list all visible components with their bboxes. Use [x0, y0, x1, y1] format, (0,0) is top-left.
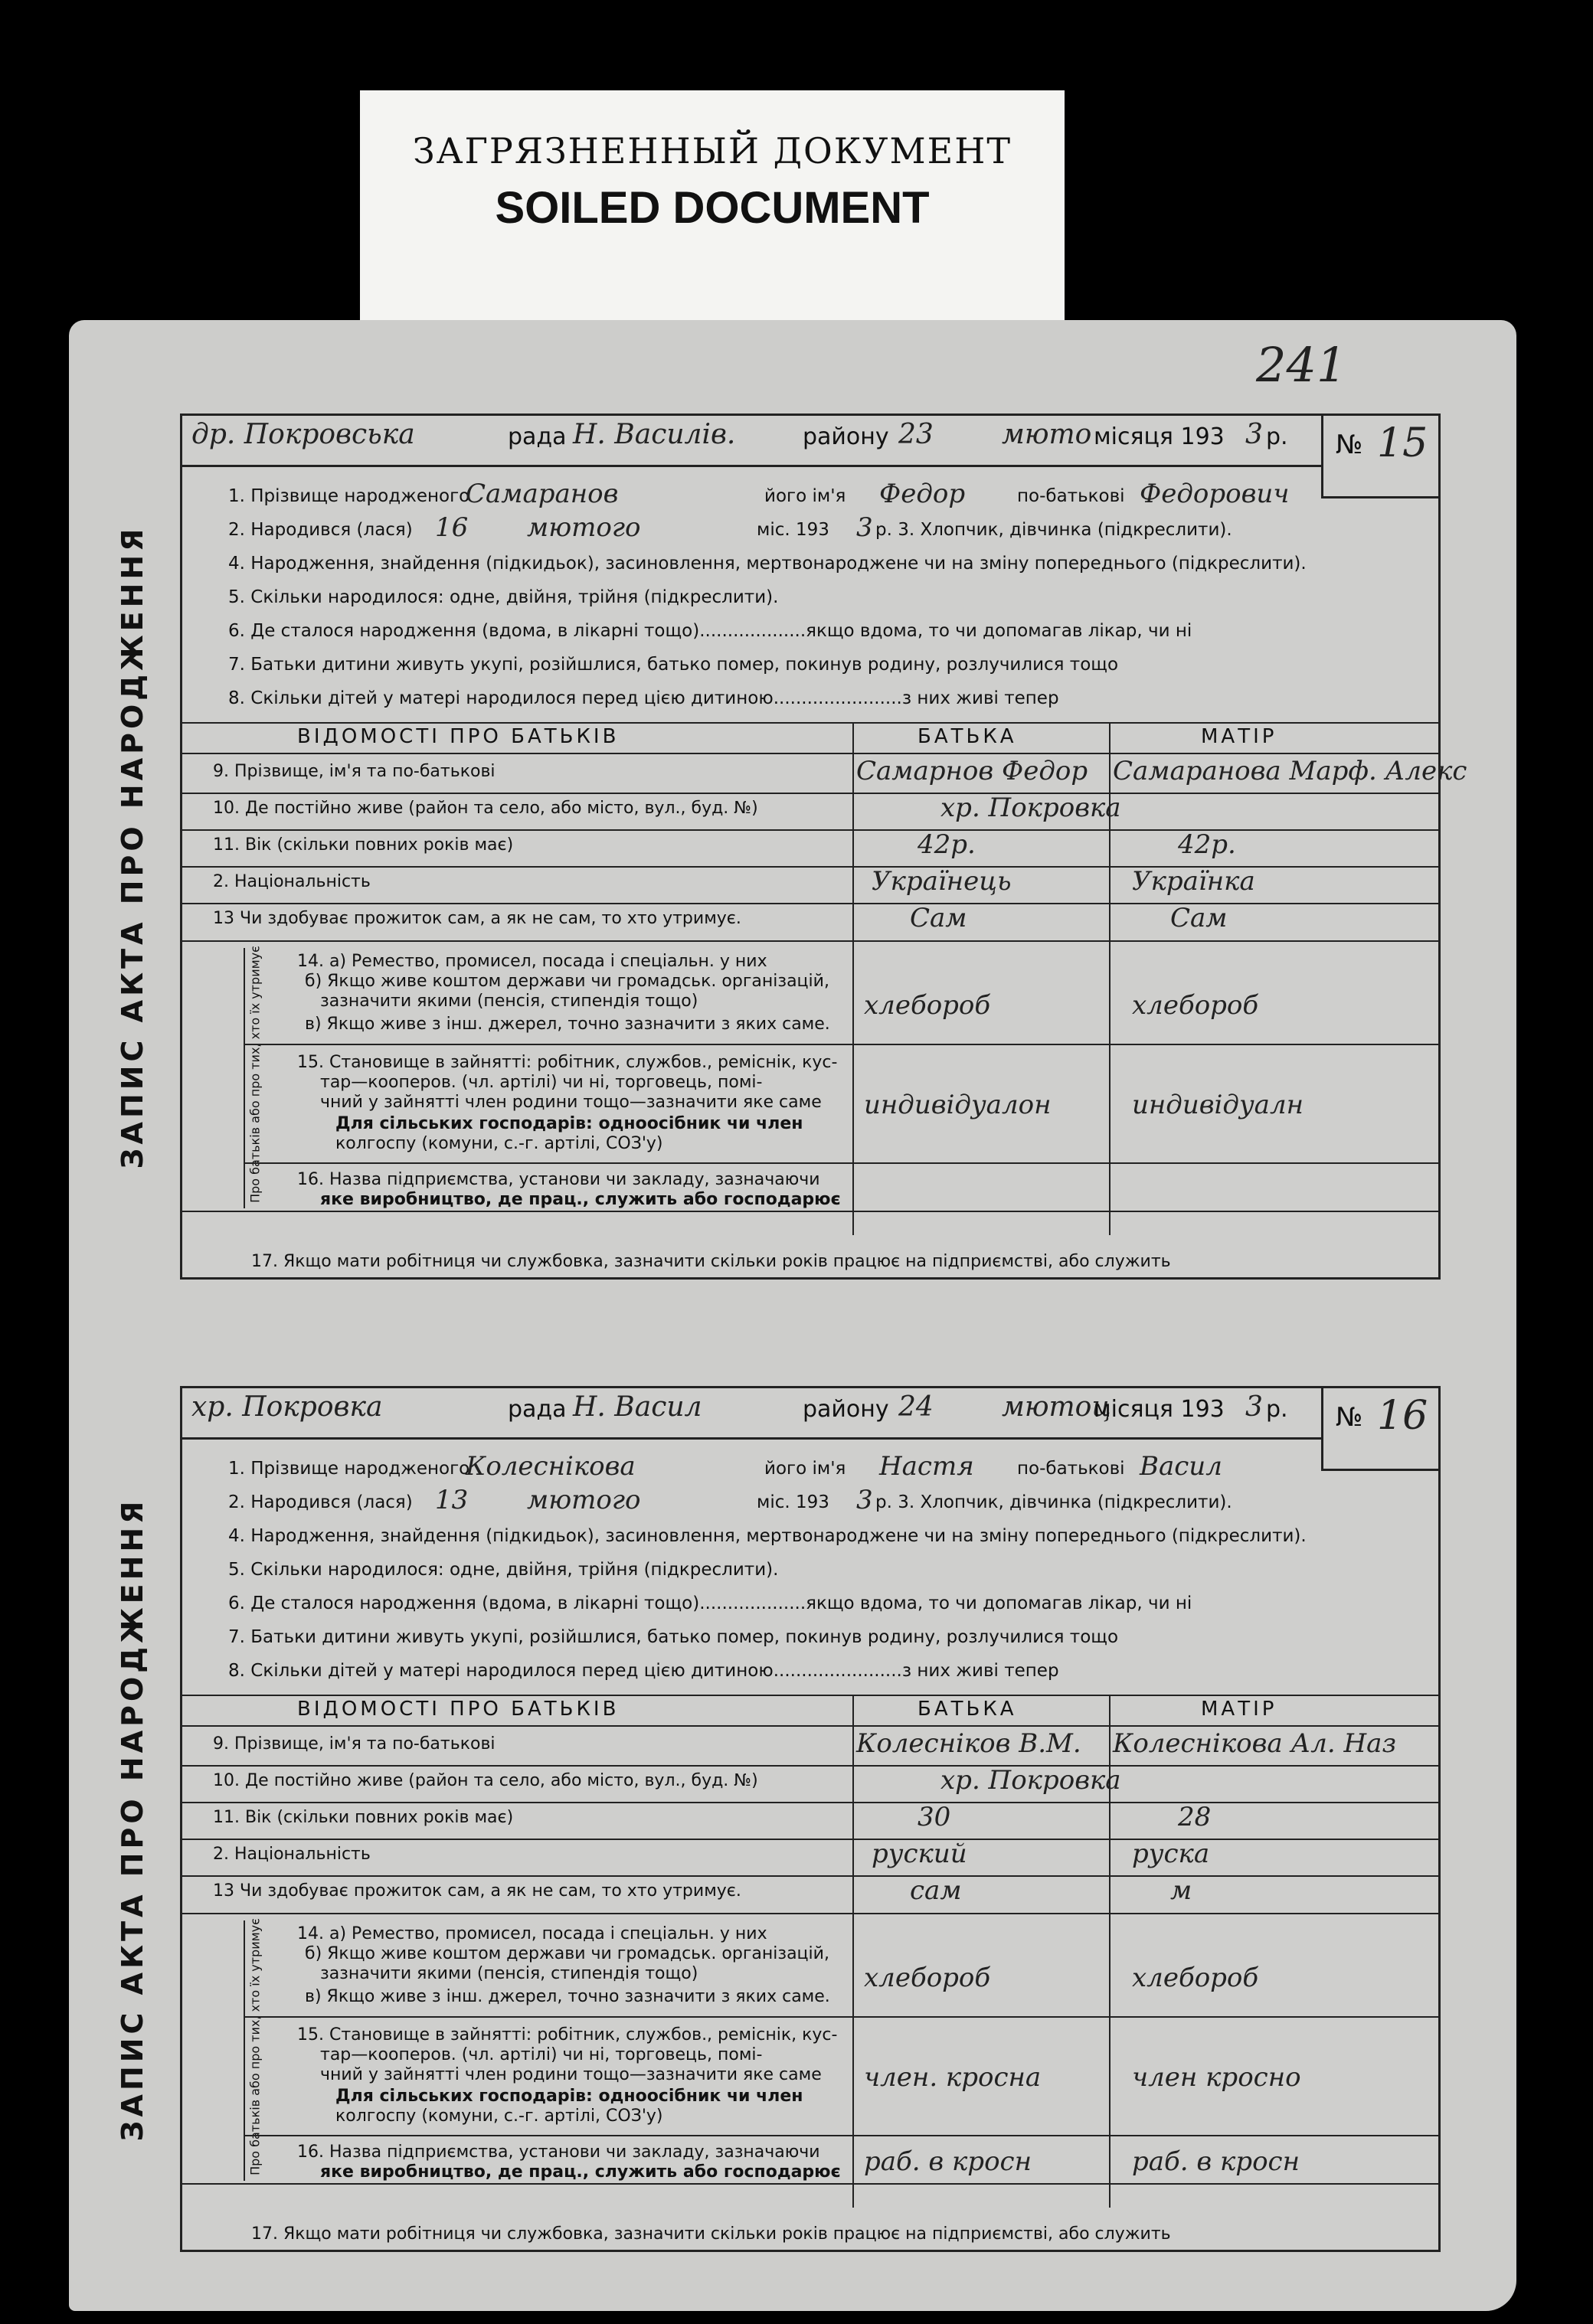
raionu-label: району	[803, 423, 889, 450]
father-age: 42р.	[918, 829, 976, 860]
page-stamp-number: 241	[1256, 337, 1347, 393]
surname: Самаранов	[466, 479, 619, 509]
mother-self: м	[1170, 1875, 1192, 1906]
record-number: 16	[1377, 1393, 1428, 1439]
q5-text: 5. Скільки народилося: одне, двійня, трійня (підкреслити).	[228, 587, 779, 607]
month-label: місяця 193	[1094, 423, 1225, 450]
q5-text: 5. Скільки народилося: одне, двійня, трійня (підкреслити).	[228, 1560, 779, 1580]
surname: Колеснікова	[466, 1451, 636, 1482]
birth-day: 13	[435, 1485, 469, 1515]
record-number-box	[1321, 1388, 1438, 1471]
mother-name: Колеснікова Ал. Наз	[1113, 1728, 1396, 1759]
rada-label: рада	[508, 1396, 567, 1423]
rada-label: рада	[508, 423, 567, 450]
month: мюто	[1002, 419, 1092, 450]
q7-text: 7. Батьки дитини живуть укупі, розійшлися, батько помер, покинув родину, розлучилися тощо	[228, 655, 1119, 675]
name: Федор	[879, 479, 966, 509]
side-title: ЗАПИС АКТА ПРО НАРОДЖЕННЯ	[116, 1497, 149, 2141]
mother-age: 42р.	[1178, 829, 1236, 860]
rada-value: Н. Василів.	[573, 419, 736, 450]
small-side-label: Про батьків або про тих, хто їх утримує	[247, 946, 263, 1203]
residence: хр. Покровка	[940, 793, 1121, 823]
mother-work: раб. в кросн	[1132, 2146, 1300, 2177]
day: 24	[898, 1391, 934, 1423]
mother-age: 28	[1178, 1802, 1212, 1832]
father-status: индивідуалон	[864, 1090, 1052, 1120]
father-nationality: руский	[872, 1839, 967, 1869]
head-mother: МАТІР	[1201, 725, 1277, 748]
q17-text: 17. Якщо мати робітниця чи службовка, зазначити скільки років працює на підприємстві, або служить	[251, 2224, 1171, 2244]
label-russian: ЗАГРЯЗНЕННЫЙ ДОКУМЕНТ	[412, 130, 1012, 172]
name: Настя	[879, 1451, 974, 1482]
father-status: член. кросна	[864, 2062, 1042, 2093]
birth-year: 3	[856, 512, 873, 543]
father-work: раб. в кросн	[864, 2146, 1032, 2177]
q8-text: 8. Скільки дітей у матері народилося перед цією дитиною.......................з них живі тепер	[228, 688, 1059, 708]
mother-trade: хлебороб	[1132, 1963, 1259, 1993]
father-name: Колесніков В.М.	[856, 1728, 1081, 1759]
year-suffix: р.	[1266, 423, 1288, 450]
month-label: місяця 193	[1094, 1396, 1225, 1423]
q17-text: 17. Якщо мати робітниця чи службовка, зазначити скільки років працює на підприємстві, або служить	[251, 1252, 1171, 1271]
head-father: БАТЬКА	[918, 1698, 1017, 1721]
patronymic: Федорович	[1140, 479, 1290, 509]
head-info: ВІДОМОСТІ ПРО БАТЬКІВ	[297, 1698, 620, 1721]
soiled-document-label	[360, 90, 1065, 324]
birth-day: 16	[435, 512, 469, 543]
residence: хр. Покровка	[940, 1765, 1121, 1796]
village: др. Покровська	[191, 419, 415, 450]
q6-text: 6. Де сталося народження (вдома, в лікарні тощо)...................якщо вдома, то чи допомагав лікар, чи ні	[228, 621, 1192, 641]
father-trade: хлебороб	[864, 990, 991, 1021]
q4-text: 4. Народження, знайдення (підкидьок), засиновлення, мертвонароджене чи на зміну попереднього (підкреслити).	[228, 554, 1307, 574]
q8-text: 8. Скільки дітей у матері народилося перед цією дитиною.......................з них живі тепер	[228, 1661, 1059, 1681]
birth-year: 3	[856, 1485, 873, 1515]
birth-record-2: ЗАПИС АКТА ПРО НАРОДЖЕННЯ хр. Покровка рада Н. Васил району 24 мютоц місяця 193 3 р. № 16 1. Прізвище народженого Колеснікова його ім'я Настя по-батькові Васил 2. Народився (лася) 13 мютого міс. 193 3 р. 3. Хлопчик, дівчинка (підкреслити). 4. Народження, знайдення (підкидьок), засиновлення, мертвонароджене чи на зміну попереднього (підкреслити). 5. Скільки народилося: одне, двійня, трійня (підкреслити). 6. Де сталося народження (вдома, в лікарні тощо)...................якщо вдома, то чи допомагав лікар, чи ні 7. Батьки дитини живуть укупі, розійшлися, батько помер, покинув родину, розлучилися тощо 8. Скільки дітей у матері народилося перед цією дитиною.......................з них живі тепер ВІДОМОСТІ ПРО БАТЬКІВ БАТЬКА МАТІР 9. Прізвище, ім'я та по-батькові Колесніков В.М. Колеснікова Ал. Наз 10. Де постійно живе (район та село, або місто, вул., буд. №) хр. Покровка 11. Вік (скільки повних років має) 30 28 2. Національність руский руска 13 Чи здобуває прожиток сам, а як не сам, то хто утримує. сам м Про батьків або про тих, хто їх утримує 14. а) Ремество, промисел, посада і спеціальн. у них б) Якщо живе коштом держави чи громадськ. організацій, зазначити якими (пенсія, стипендія тощо) в) Якщо живе з інш. джерел, точно зазначити з яких саме. хлебороб хлебороб 15. Становище в зайнятті: робітник, службов., реміснік, кус- тар—кооперов. (чл. артілі) чи ні, торговець, помі- чний у зайнятті член родини тощо—зазначити яке саме Для сільських господарів: одноосібник чи член колгоспу (комуни, с.-г. артілі, СОЗ'у) член. кросна член кросно 16. Назва підприємства, установи чи закладу, зазначаючи яке виробництво, де прац., служить або господарює раб. в кросн раб. в кросн 17. Якщо мати робітниця чи службовка, зазначити скільки років працює на підприємстві, або служить	[180, 1386, 1441, 2252]
mother-name: Самаранова Марф. Алекс	[1113, 756, 1467, 786]
label-english: SOILED DOCUMENT	[495, 183, 930, 233]
number-prefix: №	[1336, 430, 1363, 460]
day: 23	[898, 419, 934, 450]
mother-status: индивідуалн	[1132, 1090, 1304, 1120]
father-name: Самарнов Федор	[856, 756, 1088, 786]
head-father: БАТЬКА	[918, 725, 1017, 748]
birth-month: мютого	[527, 512, 641, 543]
number-prefix: №	[1336, 1402, 1363, 1433]
father-trade: хлебороб	[864, 1963, 991, 1993]
village: хр. Покровка	[191, 1391, 383, 1423]
rada-value: Н. Васил	[573, 1391, 702, 1423]
birth-record-1: ЗАПИС АКТА ПРО НАРОДЖЕННЯ др. Покровська рада Н. Василів. району 23 мюто місяця 193 3 р. № 15 1. Прізвище народженого Самаранов його ім'я Федор по-батькові Федорович 2. Народився (лася) 16 мютого міс. 193 3 р. 3. Хлопчик, дівчинка (підкреслити). 4. Народження, знайдення (підкидьок), засиновлення, мертвонароджене чи на зміну попереднього (підкреслити). 5. Скільки народилося: одне, двійня, трійня (підкреслити). 6. Де сталося народження (вдома, в лікарні тощо)...................якщо вдома, то чи допомагав лікар, чи ні 7. Батьки дитини живуть укупі, розійшлися, батько помер, покинув родину, розлучилися тощо 8. Скільки дітей у матері народилося перед цією дитиною.......................з них живі тепер ВІДОМОСТІ ПРО БАТЬКІВ БАТЬКА МАТІР 9. Прізвище, ім'я та по-батькові Самарнов Федор Самаранова Марф. Алекс 10. Де постійно живе (район та село, або місто, вул., буд. №) хр. Покровка 11. Вік (скільки повних років має) 42р. 42р. 2. Національність Українець Українка 13 Чи здобуває прожиток сам, а як не сам, то хто утримує. Сам Сам Про батьків або про тих, хто їх утримує 14. а) Ремество, промисел, посада і спеціальн. у них б) Якщо живе коштом держави чи громадськ. організацій, зазначити якими (пенсія, стипендія тощо) в) Якщо живе з інш. джерел, точно зазначити з яких саме. хлебороб хлебороб 15. Становище в зайнятті: робітник, службов., реміснік, кус- тар—кооперов. (чл. артілі) чи ні, торговець, помі- чний у зайнятті член родини тощо—зазначити яке саме Для сільських господарів: одноосібник чи член колгоспу (комуни, с.-г. артілі, СОЗ'у) индивідуалон индивідуалн 16. Назва підприємства, установи чи закладу, зазначаючи яке виробництво, де прац., служить або господарює 17. Якщо мати робітниця чи службовка, зазначити скільки років працює на підприємстві, або служить	[180, 413, 1441, 1280]
head-mother: МАТІР	[1201, 1698, 1277, 1721]
record-number-box	[1321, 416, 1438, 498]
year-digit: 3	[1245, 419, 1263, 450]
father-nationality: Українець	[872, 866, 1012, 897]
mother-status: член кросно	[1132, 2062, 1301, 2093]
small-side-label: Про батьків або про тих, хто їх утримує	[247, 1918, 263, 2175]
patronymic: Васил	[1140, 1451, 1222, 1482]
parents-table: ВІДОМОСТІ ПРО БАТЬКІВ БАТЬКА МАТІР 9. Прізвище, ім'я та по-батькові Колесніков В.М. Колеснікова Ал. Наз 10. Де постійно живе (район та село, або місто, вул., буд. №) хр. Покровка 11. Вік (скільки повних років має) 30 28 2. Національність руский руска 13 Чи здобуває прожиток сам, а як не сам, то хто утримує. сам м Про батьків або про тих, хто їх утримує 14. а) Ремество, промисел, посада і спеціальн. у них б) Якщо живе коштом держави чи громадськ. організацій, зазначити якими (пенсія, стипендія тощо) в) Якщо живе з інш. джерел, точно зазначити з яких саме. хлебороб хлебороб 15. Становище в зайнятті: робітник, службов., реміснік, кус- тар—кооперов. (чл. артілі) чи ні, торговець, помі- чний у зайнятті член родини тощо—зазначити яке саме Для сільських господарів: одноосібник чи член колгоспу (комуни, с.-г. артілі, СОЗ'у) член. кросна член кросно 16. Назва підприємства, установи чи закладу, зазначаючи яке виробництво, де прац., служить або господарює раб. в кросн раб. в кросн	[182, 1695, 1438, 2208]
month: мютоц	[1002, 1391, 1111, 1423]
q4-text: 4. Народження, знайдення (підкидьок), засиновлення, мертвонароджене чи на зміну попереднього (підкреслити).	[228, 1526, 1307, 1546]
record-header	[182, 416, 1438, 467]
birth-month: мютого	[527, 1485, 641, 1515]
mother-nationality: Українка	[1132, 866, 1255, 897]
head-info: ВІДОМОСТІ ПРО БАТЬКІВ	[297, 725, 620, 748]
year-suffix: р.	[1266, 1396, 1288, 1423]
parents-table: ВІДОМОСТІ ПРО БАТЬКІВ БАТЬКА МАТІР 9. Прізвище, ім'я та по-батькові Самарнов Федор Самаранова Марф. Алекс 10. Де постійно живе (район та село, або місто, вул., буд. №) хр. Покровка 11. Вік (скільки повних років має) 42р. 42р. 2. Національність Українець Українка 13 Чи здобуває прожиток сам, а як не сам, то хто утримує. Сам Сам Про батьків або про тих, хто їх утримує 14. а) Ремество, промисел, посада і спеціальн. у них б) Якщо живе коштом держави чи громадськ. організацій, зазначити якими (пенсія, стипендія тощо) в) Якщо живе з інш. джерел, точно зазначити з яких саме. хлебороб хлебороб 15. Становище в зайнятті: робітник, службов., реміснік, кус- тар—кооперов. (чл. артілі) чи ні, торговець, помі- чний у зайнятті член родини тощо—зазначити яке саме Для сільських господарів: одноосібник чи член колгоспу (комуни, с.-г. артілі, СОЗ'у) индивідуалон индивідуалн 16. Назва підприємства, установи чи закладу, зазначаючи яке виробництво, де прац., служить або господарює	[182, 722, 1438, 1235]
record-header	[182, 1388, 1438, 1440]
father-self: сам	[910, 1875, 962, 1906]
year-digit: 3	[1245, 1391, 1263, 1423]
mother-nationality: руска	[1132, 1839, 1210, 1869]
mother-self: Сам	[1170, 903, 1228, 933]
q6-text: 6. Де сталося народження (вдома, в лікарні тощо)...................якщо вдома, то чи допомагав лікар, чи ні	[228, 1593, 1192, 1613]
raionu-label: району	[803, 1396, 889, 1423]
mother-trade: хлебороб	[1132, 990, 1259, 1021]
father-age: 30	[918, 1802, 951, 1832]
side-title: ЗАПИС АКТА ПРО НАРОДЖЕННЯ	[116, 525, 149, 1169]
father-self: Сам	[910, 903, 967, 933]
record-number: 15	[1377, 420, 1428, 466]
q7-text: 7. Батьки дитини живуть укупі, розійшлися, батько помер, покинув родину, розлучилися тощо	[228, 1627, 1119, 1647]
